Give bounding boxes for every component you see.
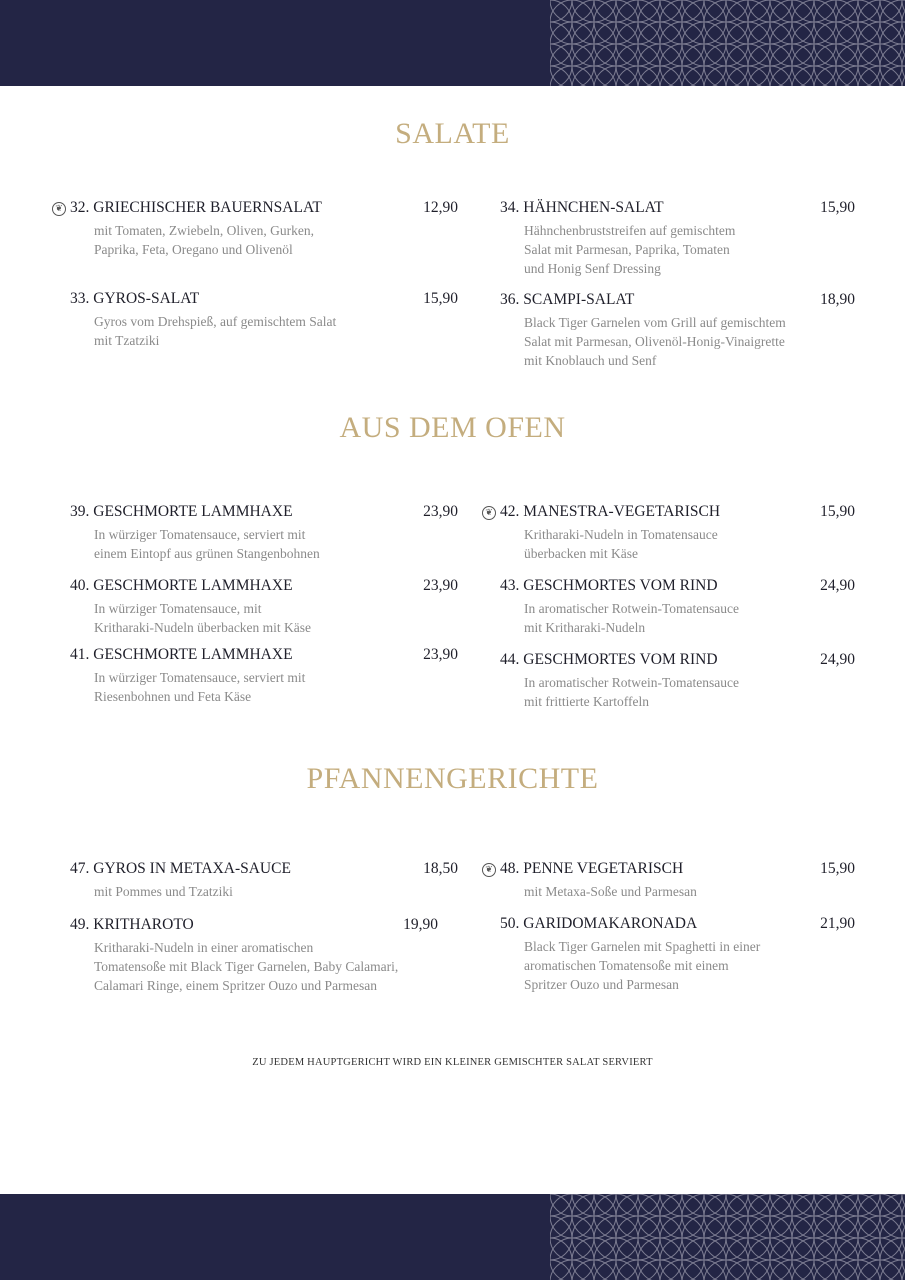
header-band xyxy=(0,0,905,86)
menu-item-48 xyxy=(485,860,855,901)
section-title-salate: SALATE xyxy=(395,117,510,150)
item-price: 19,90 xyxy=(403,916,438,933)
item-price: 15,90 xyxy=(820,860,855,877)
item-name: 49. KRITHAROTO xyxy=(70,916,194,933)
item-price: 18,50 xyxy=(423,860,458,877)
item-description: In aromatischer Rotwein-Tomatensauce mit frittierte Kartoffeln xyxy=(524,675,739,709)
menu-item-41 xyxy=(70,646,458,706)
item-price: 24,90 xyxy=(820,577,855,594)
item-name: 40. GESCHMORTE LAMMHAXE xyxy=(70,577,293,594)
item-name: 44. GESCHMORTES VOM RIND xyxy=(500,651,718,668)
section-title-pfannengerichte: PFANNENGERICHTE xyxy=(306,762,599,795)
item-price: 18,90 xyxy=(820,291,855,308)
menu-item-42 xyxy=(485,503,855,563)
menu-item-44 xyxy=(500,651,855,711)
item-description: mit Metaxa-Soße und Parmesan xyxy=(524,884,697,899)
item-description: Kritharaki-Nudeln in Tomatensauce überbacken mit Käse xyxy=(524,527,718,561)
vegetarian-leaf-icon: ❦ xyxy=(482,506,496,520)
item-name: 33. GYROS-SALAT xyxy=(70,290,200,307)
footer-band xyxy=(0,1194,905,1280)
item-name: 43. GESCHMORTES VOM RIND xyxy=(500,577,718,594)
item-name: 34. HÄHNCHEN-SALAT xyxy=(500,199,664,216)
menu-item-34 xyxy=(500,199,855,278)
item-price: 23,90 xyxy=(423,646,458,663)
item-name: 47. GYROS IN METAXA-SAUCE xyxy=(70,860,291,877)
item-description: In würziger Tomatensauce, mit Kritharaki-Nudeln überbacken mit Käse xyxy=(94,601,312,635)
item-price: 15,90 xyxy=(820,199,855,216)
item-name: 41. GESCHMORTE LAMMHAXE xyxy=(70,646,293,663)
item-name: 39. GESCHMORTE LAMMHAXE xyxy=(70,503,293,520)
item-price: 24,90 xyxy=(820,651,855,668)
item-description: In würziger Tomatensauce, serviert mit einem Eintopf aus grünen Stangenbohnen xyxy=(94,527,320,561)
vegetarian-leaf-icon: ❦ xyxy=(482,863,496,877)
item-description: mit Pommes und Tzatziki xyxy=(94,884,233,899)
item-name: 48. PENNE VEGETARISCH xyxy=(500,860,684,877)
item-name: 36. SCAMPI-SALAT xyxy=(500,291,635,308)
circle-pattern-decoration xyxy=(550,0,905,86)
menu-item-39 xyxy=(70,503,458,563)
menu-item-40 xyxy=(70,577,458,637)
footnote: ZU JEDEM HAUPTGERICHT WIRD EIN KLEINER GEMISCHTER SALAT SERVIERT xyxy=(252,1057,653,1068)
item-name: 50. GARIDOMAKARONADA xyxy=(500,915,698,932)
item-description: mit Tomaten, Zwiebeln, Oliven, Gurken, Paprika, Feta, Oregano und Olivenöl xyxy=(94,223,315,257)
item-price: 23,90 xyxy=(423,577,458,594)
item-description: Gyros vom Drehspieß, auf gemischtem Salat mit Tzatziki xyxy=(94,314,337,348)
menu-item-49 xyxy=(70,916,455,995)
menu-item-50 xyxy=(500,915,855,994)
circle-pattern-decoration xyxy=(550,1194,905,1280)
item-price: 15,90 xyxy=(423,290,458,307)
item-price: 15,90 xyxy=(820,503,855,520)
section-title-aus-dem-ofen: AUS DEM OFEN xyxy=(339,411,566,444)
menu-item-47 xyxy=(70,860,458,901)
item-description: In würziger Tomatensauce, serviert mit Riesenbohnen und Feta Käse xyxy=(94,670,306,704)
item-description: In aromatischer Rotwein-Tomatensauce mit Kritharaki-Nudeln xyxy=(524,601,739,635)
item-name: 42. MANESTRA-VEGETARISCH xyxy=(500,503,721,520)
item-name: 32. GRIECHISCHER BAUERNSALAT xyxy=(70,199,322,216)
item-price: 21,90 xyxy=(820,915,855,932)
item-description: Black Tiger Garnelen mit Spaghetti in einer aromatischen Tomatensoße mit einem Spritzer Ouzo und Parmesan xyxy=(524,939,761,992)
item-description: Kritharaki-Nudeln in einer aromatischen Tomatensoße mit Black Tiger Garnelen, Baby Calamari, Calamari Ringe, einem Spritzer Ouzo und Parmesan xyxy=(94,940,399,993)
item-description: Hähnchenbruststreifen auf gemischtem Salat mit Parmesan, Paprika, Tomaten und Honig Senf Dressing xyxy=(524,223,736,276)
item-price: 23,90 xyxy=(423,503,458,520)
menu-item-33 xyxy=(70,290,458,350)
item-price: 12,90 xyxy=(423,199,458,216)
menu-item-43 xyxy=(500,577,855,637)
item-description: Black Tiger Garnelen vom Grill auf gemischtem Salat mit Parmesan, Olivenöl-Honig-Vinaigrette mit Knoblauch und Senf xyxy=(524,315,786,368)
menu-item-36 xyxy=(500,291,855,370)
menu-item-32 xyxy=(55,199,458,259)
vegetarian-leaf-icon: ❦ xyxy=(52,202,66,216)
